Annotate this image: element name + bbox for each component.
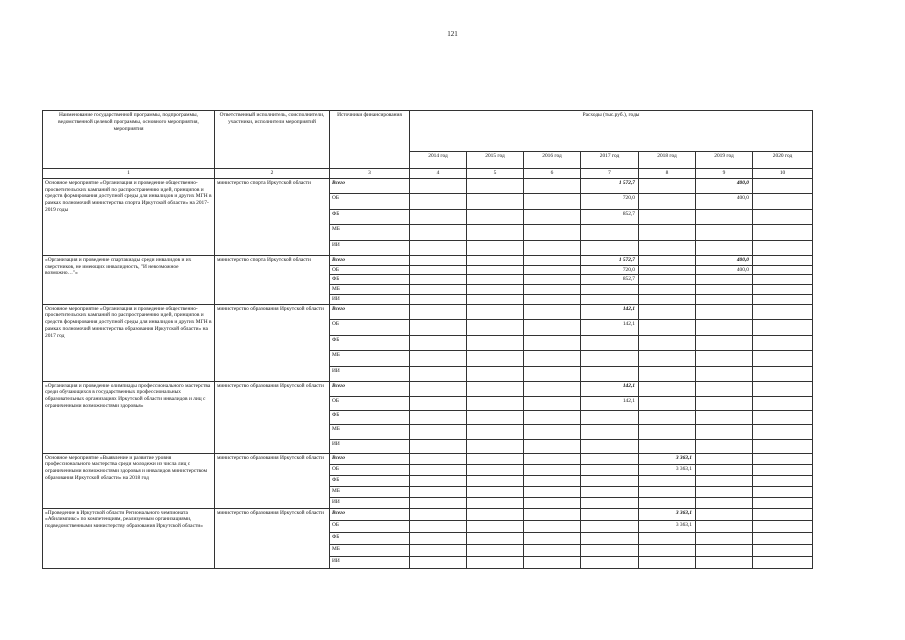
- expense-cell: [467, 486, 524, 497]
- expense-cell: [639, 486, 696, 497]
- expense-cell: [524, 381, 581, 396]
- expense-cell: 1 572,7: [581, 178, 639, 193]
- expense-cell: [753, 224, 813, 240]
- expense-cell: [467, 439, 524, 453]
- expense-cell: [753, 486, 813, 497]
- expense-cell: [467, 544, 524, 556]
- expense-cell: [753, 396, 813, 410]
- expense-cell: [467, 209, 524, 224]
- expense-cell: [581, 366, 639, 381]
- expense-cell: [524, 366, 581, 381]
- expense-cell: [696, 508, 753, 520]
- expense-cell: [524, 224, 581, 240]
- expense-cell: [753, 464, 813, 475]
- expense-cell: 142,1: [581, 319, 639, 335]
- expense-cell: [524, 544, 581, 556]
- expense-cell: [753, 294, 813, 304]
- expense-cell: [753, 424, 813, 439]
- expense-cell: [639, 285, 696, 295]
- table-row: [43, 508, 813, 520]
- funding-source: ОБ: [330, 319, 410, 335]
- expense-cell: [753, 265, 813, 275]
- expense-cell: [696, 532, 753, 544]
- expense-cell: [467, 294, 524, 304]
- expense-cell: [696, 520, 753, 532]
- expense-cell: [467, 224, 524, 240]
- funding-source: ИИ: [330, 439, 410, 453]
- funding-source: МБ: [330, 224, 410, 240]
- expense-cell: [753, 439, 813, 453]
- expense-cell: [467, 410, 524, 424]
- expense-cell: [696, 424, 753, 439]
- funding-source: МБ: [330, 544, 410, 556]
- expense-cell: [753, 209, 813, 224]
- funding-source: ОБ: [330, 265, 410, 275]
- expense-cell: [639, 532, 696, 544]
- expense-cell: [753, 319, 813, 335]
- expense-cell: 1 572,7: [581, 255, 639, 265]
- funding-source: Всего: [330, 178, 410, 193]
- expense-cell: 852,7: [581, 209, 639, 224]
- funding-source: Всего: [330, 381, 410, 396]
- table-row: [43, 453, 813, 464]
- activity-executor: министерство образования Иркутской области: [215, 304, 330, 381]
- expense-cell: [524, 475, 581, 486]
- expense-cell: 3 363,1: [639, 464, 696, 475]
- funding-source: ОБ: [330, 193, 410, 209]
- expense-cell: [581, 532, 639, 544]
- header-source: Источники финансирования: [330, 111, 410, 169]
- expense-cell: [524, 453, 581, 464]
- expense-cell: [524, 508, 581, 520]
- activity-executor: министерство образования Иркутской области: [215, 381, 330, 453]
- expense-cell: [524, 486, 581, 497]
- expense-cell: [581, 544, 639, 556]
- expense-cell: 400,0: [696, 265, 753, 275]
- funding-source: Всего: [330, 255, 410, 265]
- expense-cell: [467, 350, 524, 366]
- expense-cell: [696, 464, 753, 475]
- expense-cell: [696, 410, 753, 424]
- expense-cell: [467, 464, 524, 475]
- expense-cell: [581, 350, 639, 366]
- funding-source: МБ: [330, 285, 410, 295]
- activity-name: «Организация и проведение олимпиады профессионального мастерства среди обучающихся в государственных профессиональных образовательных организациях Иркутской области инвалидов и лиц с ограниченными возможностями здоровья»: [43, 381, 215, 453]
- funding-source: ИИ: [330, 497, 410, 508]
- header-year: 2020 год: [753, 152, 813, 169]
- column-number: 10: [753, 169, 813, 179]
- expense-cell: [467, 520, 524, 532]
- expense-cell: [467, 304, 524, 319]
- expense-cell: [410, 410, 467, 424]
- expense-cell: [524, 532, 581, 544]
- expense-cell: [581, 556, 639, 568]
- column-number: 2: [215, 169, 330, 179]
- expense-cell: [410, 240, 467, 255]
- expense-cell: [639, 544, 696, 556]
- expense-cell: [581, 240, 639, 255]
- expense-cell: [753, 335, 813, 350]
- expense-cell: [410, 508, 467, 520]
- expense-cell: [410, 209, 467, 224]
- funding-source: ФБ: [330, 410, 410, 424]
- expense-cell: 3 363,1: [639, 520, 696, 532]
- expense-cell: [410, 275, 467, 285]
- expense-cell: [467, 240, 524, 255]
- expense-cell: [639, 366, 696, 381]
- expense-cell: [524, 275, 581, 285]
- expense-cell: [410, 224, 467, 240]
- activity-name: Основное мероприятие «Выявление и развитие уровня профессионального мастерства среди молодежи из числа лиц с ограниченными возможностями здоровья и инвалидов министерством образования Иркутской области» на 2018 год: [43, 453, 215, 508]
- header-year: 2014 год: [410, 152, 467, 169]
- header-year: 2018 год: [639, 152, 696, 169]
- header-year: 2017 год: [581, 152, 639, 169]
- page-number: 121: [447, 30, 458, 38]
- table-row: [43, 304, 813, 319]
- column-number: 6: [524, 169, 581, 179]
- expense-cell: [639, 335, 696, 350]
- expense-cell: [410, 475, 467, 486]
- expense-cell: [639, 178, 696, 193]
- expense-cell: [410, 439, 467, 453]
- expense-cell: [639, 424, 696, 439]
- expense-cell: [696, 396, 753, 410]
- expense-cell: 400,0: [696, 255, 753, 265]
- expense-cell: [467, 453, 524, 464]
- expense-cell: [410, 544, 467, 556]
- table-row: [43, 255, 813, 265]
- expense-cell: [410, 304, 467, 319]
- expense-cell: [639, 319, 696, 335]
- expense-cell: [410, 294, 467, 304]
- expense-cell: [696, 381, 753, 396]
- expense-cell: [410, 424, 467, 439]
- expense-cell: [753, 255, 813, 265]
- expense-cell: [410, 453, 467, 464]
- expense-cell: [410, 396, 467, 410]
- expense-cell: [410, 178, 467, 193]
- expense-cell: [581, 486, 639, 497]
- funding-source: ФБ: [330, 475, 410, 486]
- expense-cell: [410, 255, 467, 265]
- expense-cell: [581, 439, 639, 453]
- expense-cell: [467, 497, 524, 508]
- column-number: 8: [639, 169, 696, 179]
- expense-cell: 142,1: [581, 381, 639, 396]
- expense-cell: [696, 439, 753, 453]
- expense-cell: [467, 475, 524, 486]
- expense-cell: [639, 240, 696, 255]
- expense-cell: [524, 240, 581, 255]
- activity-name: «Проведение в Иркутской области Регионального чемпионата «Абилимпикс» по компетенциям, реализуемым организациями, подведомственными министерству образования Иркутской области»: [43, 508, 215, 568]
- table-row: [43, 178, 813, 193]
- funding-source: ОБ: [330, 520, 410, 532]
- expense-cell: [696, 486, 753, 497]
- expense-cell: [467, 424, 524, 439]
- expense-cell: 400,0: [696, 193, 753, 209]
- expense-cell: [753, 366, 813, 381]
- expense-cell: [524, 285, 581, 295]
- expense-cell: [753, 350, 813, 366]
- expense-cell: [696, 275, 753, 285]
- expense-cell: [696, 544, 753, 556]
- header-year: 2016 год: [524, 152, 581, 169]
- expense-cell: [581, 497, 639, 508]
- expense-cell: [753, 475, 813, 486]
- expense-cell: [753, 275, 813, 285]
- expense-cell: [524, 265, 581, 275]
- expense-cell: [581, 464, 639, 475]
- expense-cell: [581, 475, 639, 486]
- expense-cell: [524, 178, 581, 193]
- expense-cell: [696, 556, 753, 568]
- expense-cell: [753, 410, 813, 424]
- header-year: 2015 год: [467, 152, 524, 169]
- expense-cell: [581, 520, 639, 532]
- column-number: 3: [330, 169, 410, 179]
- expense-cell: [410, 350, 467, 366]
- expense-cell: [524, 520, 581, 532]
- header-executor: Ответственный исполнитель, соисполнители, участники, исполнители мероприятий: [215, 111, 330, 169]
- header-name: Наименование государственной программы, подпрограммы, ведомственной целевой программы, основного мероприятия, мероприятия: [43, 111, 215, 169]
- expense-cell: [524, 319, 581, 335]
- expense-cell: [639, 475, 696, 486]
- expense-cell: [753, 193, 813, 209]
- activity-name: Основное мероприятие «Организация и проведение общественно-просветительских кампаний по распространению идей, принципов и средств формирования доступной среды для инвалидов и других МГН в рамках полномочий министерства спорта Иркутской области» на 2017-2019 годы: [43, 178, 215, 255]
- expense-cell: [524, 410, 581, 424]
- activity-name: «Организация и проведение спартакиады среди инвалидов и их сверстников, не имеющих инвалидность, "И невозможное возможно…"»: [43, 255, 215, 304]
- expense-cell: [581, 453, 639, 464]
- expense-cell: [410, 532, 467, 544]
- expense-cell: [410, 464, 467, 475]
- expense-cell: [639, 410, 696, 424]
- expense-cell: [467, 275, 524, 285]
- activity-executor: министерство образования Иркутской области: [215, 508, 330, 568]
- expense-cell: [696, 209, 753, 224]
- expense-cell: [753, 285, 813, 295]
- expense-cell: [639, 497, 696, 508]
- expense-cell: [524, 294, 581, 304]
- expense-cell: [467, 178, 524, 193]
- funding-source: ИИ: [330, 366, 410, 381]
- column-number: 5: [467, 169, 524, 179]
- expense-cell: [410, 497, 467, 508]
- expense-cell: [639, 193, 696, 209]
- expense-cell: [410, 486, 467, 497]
- expense-cell: [581, 335, 639, 350]
- expense-cell: [524, 193, 581, 209]
- expense-cell: [467, 285, 524, 295]
- expense-cell: [524, 439, 581, 453]
- funding-source: ФБ: [330, 275, 410, 285]
- funding-source: ОБ: [330, 396, 410, 410]
- activity-executor: министерство образования Иркутской области: [215, 453, 330, 508]
- expense-cell: 3 363,1: [639, 508, 696, 520]
- expense-cell: [581, 285, 639, 295]
- expense-cell: [524, 209, 581, 224]
- expense-cell: [696, 294, 753, 304]
- activity-executor: министерство спорта Иркутской области: [215, 255, 330, 304]
- expense-cell: [524, 335, 581, 350]
- expense-cell: [639, 556, 696, 568]
- funding-source: Всего: [330, 453, 410, 464]
- expense-cell: [639, 265, 696, 275]
- expense-cell: [410, 335, 467, 350]
- expense-cell: [581, 224, 639, 240]
- funding-source: ФБ: [330, 532, 410, 544]
- expense-cell: [410, 193, 467, 209]
- funding-source: МБ: [330, 486, 410, 497]
- expense-cell: [753, 497, 813, 508]
- expense-cell: [639, 381, 696, 396]
- expense-cell: [639, 350, 696, 366]
- expense-cell: [524, 497, 581, 508]
- expense-cell: 400,0: [696, 178, 753, 193]
- expense-cell: [524, 304, 581, 319]
- expense-cell: [524, 396, 581, 410]
- expense-cell: [410, 381, 467, 396]
- funding-source: ФБ: [330, 335, 410, 350]
- expense-cell: [696, 350, 753, 366]
- column-number: 4: [410, 169, 467, 179]
- expense-cell: [696, 304, 753, 319]
- expense-cell: [696, 319, 753, 335]
- expense-cell: 142,1: [581, 396, 639, 410]
- expense-cell: [753, 532, 813, 544]
- expense-cell: [467, 255, 524, 265]
- expense-cell: [467, 532, 524, 544]
- table-row: [43, 381, 813, 396]
- expense-cell: [696, 285, 753, 295]
- expense-cell: [467, 193, 524, 209]
- expense-cell: 852,7: [581, 275, 639, 285]
- expense-cell: [753, 453, 813, 464]
- header-expenses: Расходы (тыс.руб.), годы: [410, 111, 813, 152]
- funding-source: МБ: [330, 424, 410, 439]
- expense-cell: [753, 544, 813, 556]
- expense-cell: [581, 424, 639, 439]
- expense-cell: [753, 520, 813, 532]
- expense-cell: [410, 520, 467, 532]
- expense-cell: [696, 335, 753, 350]
- column-number: 7: [581, 169, 639, 179]
- expense-cell: 142,1: [581, 304, 639, 319]
- expense-cell: [753, 508, 813, 520]
- expense-cell: [467, 335, 524, 350]
- expense-cell: [753, 381, 813, 396]
- expense-cell: [524, 556, 581, 568]
- expense-cell: [639, 209, 696, 224]
- expense-cell: [753, 240, 813, 255]
- expense-cell: [696, 366, 753, 381]
- expense-cell: 720,0: [581, 265, 639, 275]
- expense-cell: [467, 366, 524, 381]
- funding-source: ОБ: [330, 464, 410, 475]
- expense-cell: [410, 366, 467, 381]
- expense-cell: [467, 556, 524, 568]
- expense-cell: [639, 224, 696, 240]
- expense-cell: [410, 556, 467, 568]
- expense-cell: [524, 424, 581, 439]
- header-year: 2019 год: [696, 152, 753, 169]
- funding-source: Всего: [330, 508, 410, 520]
- expense-cell: [524, 464, 581, 475]
- expense-cell: [581, 508, 639, 520]
- expense-cell: 3 363,1: [639, 453, 696, 464]
- expense-cell: [696, 475, 753, 486]
- funding-source: ИИ: [330, 240, 410, 255]
- column-number: 9: [696, 169, 753, 179]
- column-number: 1: [43, 169, 215, 179]
- expense-cell: [639, 396, 696, 410]
- expense-cell: [524, 255, 581, 265]
- expense-cell: [410, 285, 467, 295]
- expense-cell: [410, 265, 467, 275]
- expenses-table: [42, 110, 813, 569]
- expense-cell: [524, 350, 581, 366]
- expense-cell: [753, 556, 813, 568]
- expense-cell: [467, 265, 524, 275]
- expense-cell: [639, 304, 696, 319]
- expense-cell: 720,0: [581, 193, 639, 209]
- expense-cell: [696, 224, 753, 240]
- funding-source: ИИ: [330, 294, 410, 304]
- expense-cell: [581, 294, 639, 304]
- funding-source: Всего: [330, 304, 410, 319]
- activity-name: Основное мероприятие «Организация и проведение общественно-просветительских кампаний по распространению идей, принципов и средств формирования доступной среды для инвалидов и других МГН в рамках полномочий министерства образования Иркутской области» на 2017 год: [43, 304, 215, 381]
- expense-cell: [467, 508, 524, 520]
- expense-cell: [696, 240, 753, 255]
- expense-cell: [639, 439, 696, 453]
- expense-cell: [696, 497, 753, 508]
- expense-cell: [581, 410, 639, 424]
- funding-source: ФБ: [330, 209, 410, 224]
- expense-cell: [467, 319, 524, 335]
- expense-cell: [639, 294, 696, 304]
- expense-cell: [753, 178, 813, 193]
- expense-cell: [467, 381, 524, 396]
- funding-source: ИИ: [330, 556, 410, 568]
- expense-cell: [410, 319, 467, 335]
- expense-cell: [753, 304, 813, 319]
- expense-cell: [639, 255, 696, 265]
- expense-cell: [639, 275, 696, 285]
- expense-cell: [696, 453, 753, 464]
- funding-source: МБ: [330, 350, 410, 366]
- expense-cell: [467, 396, 524, 410]
- activity-executor: министерство спорта Иркутской области: [215, 178, 330, 255]
